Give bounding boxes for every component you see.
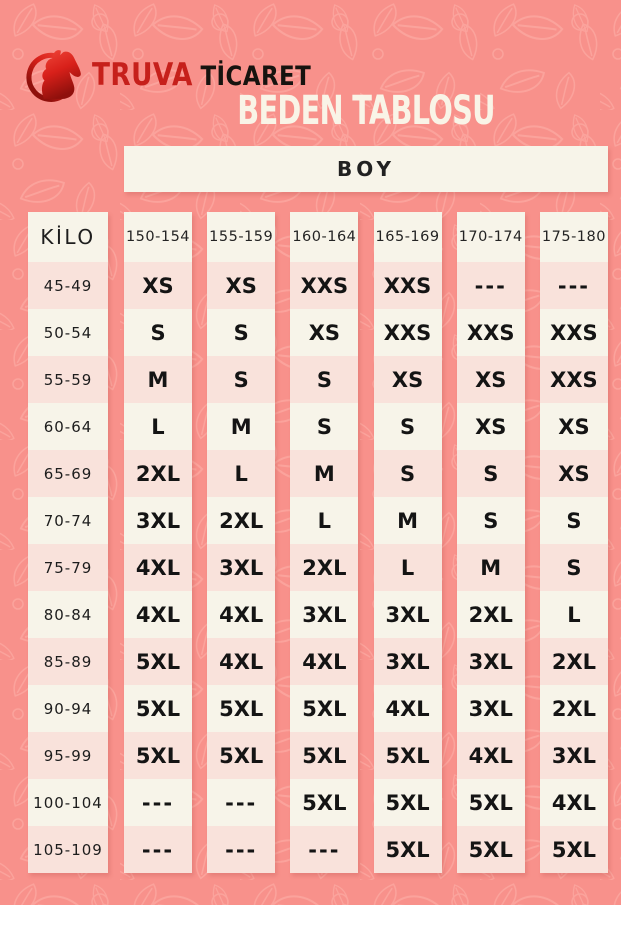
height-column: [290, 212, 358, 873]
size-cell: 4XL: [290, 638, 358, 685]
size-cell: ---: [540, 262, 608, 309]
size-cell: S: [540, 544, 608, 591]
size-cell: S: [540, 497, 608, 544]
size-cell: S: [124, 309, 192, 356]
size-cell: 3XL: [374, 638, 442, 685]
size-cell: 2XL: [207, 497, 275, 544]
weight-row-label: 60-64: [28, 403, 108, 450]
size-cell: 5XL: [457, 779, 525, 826]
size-cell: 5XL: [290, 732, 358, 779]
size-cell: 4XL: [374, 685, 442, 732]
size-cell: 3XL: [457, 685, 525, 732]
height-column-header: 160-164: [290, 212, 358, 262]
size-cell: 5XL: [124, 638, 192, 685]
height-column: [124, 212, 192, 873]
size-cell: 4XL: [124, 544, 192, 591]
height-header-label: BOY: [336, 157, 395, 181]
size-cell: XXS: [540, 356, 608, 403]
size-cell: 4XL: [540, 779, 608, 826]
height-column: [374, 212, 442, 873]
size-cell: L: [124, 403, 192, 450]
size-cell: 5XL: [540, 826, 608, 873]
size-cell: L: [540, 591, 608, 638]
weight-row-label: 80-84: [28, 591, 108, 638]
size-cell: ---: [207, 779, 275, 826]
size-cell: XS: [540, 403, 608, 450]
size-cell: M: [374, 497, 442, 544]
size-cell: ---: [124, 826, 192, 873]
size-cell: XS: [457, 403, 525, 450]
size-cell: S: [207, 356, 275, 403]
horse-icon: [26, 44, 88, 106]
size-cell: 3XL: [124, 497, 192, 544]
height-column: [457, 212, 525, 873]
weight-column: [28, 212, 108, 873]
weight-row-label: 85-89: [28, 638, 108, 685]
size-cell: 4XL: [207, 591, 275, 638]
size-cell: S: [457, 497, 525, 544]
size-cell: S: [207, 309, 275, 356]
page-title: BEDEN TABLOSU: [237, 88, 495, 134]
size-cell: 4XL: [207, 638, 275, 685]
height-column-header: 165-169: [374, 212, 442, 262]
size-cell: ---: [207, 826, 275, 873]
weight-row-label: 90-94: [28, 685, 108, 732]
size-cell: 2XL: [124, 450, 192, 497]
size-cell: M: [124, 356, 192, 403]
height-column-header: 155-159: [207, 212, 275, 262]
size-cell: 5XL: [374, 826, 442, 873]
size-cell: 3XL: [540, 732, 608, 779]
size-cell: 5XL: [290, 685, 358, 732]
size-cell: XS: [374, 356, 442, 403]
size-cell: XXS: [457, 309, 525, 356]
bottom-margin: [0, 905, 621, 931]
size-cell: 5XL: [374, 779, 442, 826]
size-cell: L: [374, 544, 442, 591]
size-cell: 3XL: [457, 638, 525, 685]
size-cell: ---: [124, 779, 192, 826]
weight-row-label: 65-69: [28, 450, 108, 497]
size-cell: 5XL: [374, 732, 442, 779]
size-cell: S: [290, 356, 358, 403]
size-cell: 4XL: [124, 591, 192, 638]
height-column-header: 175-180: [540, 212, 608, 262]
size-cell: 2XL: [540, 638, 608, 685]
size-cell: 5XL: [290, 779, 358, 826]
size-cell: 5XL: [207, 685, 275, 732]
size-cell: M: [207, 403, 275, 450]
size-cell: 2XL: [457, 591, 525, 638]
weight-row-label: 95-99: [28, 732, 108, 779]
size-cell: XXS: [374, 262, 442, 309]
height-column: [207, 212, 275, 873]
weight-row-label: 45-49: [28, 262, 108, 309]
size-cell: XS: [457, 356, 525, 403]
size-cell: 3XL: [207, 544, 275, 591]
size-cell: S: [457, 450, 525, 497]
size-cell: XS: [207, 262, 275, 309]
height-column: [540, 212, 608, 873]
weight-row-label: 100-104: [28, 779, 108, 826]
size-cell: S: [374, 450, 442, 497]
size-cell: M: [290, 450, 358, 497]
height-column-header: 150-154: [124, 212, 192, 262]
size-cell: XXS: [374, 309, 442, 356]
size-cell: 2XL: [540, 685, 608, 732]
weight-row-label: 70-74: [28, 497, 108, 544]
height-header-bar: [124, 146, 608, 192]
size-cell: L: [290, 497, 358, 544]
weight-column-header: KİLO: [28, 212, 108, 262]
weight-row-label: 50-54: [28, 309, 108, 356]
size-cell: 5XL: [124, 685, 192, 732]
weight-row-label: 105-109: [28, 826, 108, 873]
size-cell: 2XL: [290, 544, 358, 591]
size-cell: XXS: [540, 309, 608, 356]
size-cell: M: [457, 544, 525, 591]
size-cell: 5XL: [457, 826, 525, 873]
brand-name-secondary: TİCARET: [200, 61, 312, 92]
brand-name-primary: TRUVA: [92, 57, 193, 93]
size-cell: 5XL: [124, 732, 192, 779]
size-cell: ---: [290, 826, 358, 873]
size-cell: 3XL: [374, 591, 442, 638]
size-cell: S: [374, 403, 442, 450]
size-cell: 5XL: [207, 732, 275, 779]
size-columns: [124, 212, 608, 873]
size-cell: L: [207, 450, 275, 497]
weight-row-label: 55-59: [28, 356, 108, 403]
size-cell: 3XL: [290, 591, 358, 638]
size-cell: XS: [124, 262, 192, 309]
weight-row-label: 75-79: [28, 544, 108, 591]
size-cell: XS: [290, 309, 358, 356]
size-cell: S: [290, 403, 358, 450]
height-column-header: 170-174: [457, 212, 525, 262]
size-cell: XXS: [290, 262, 358, 309]
size-cell: 4XL: [457, 732, 525, 779]
size-cell: XS: [540, 450, 608, 497]
size-cell: ---: [457, 262, 525, 309]
